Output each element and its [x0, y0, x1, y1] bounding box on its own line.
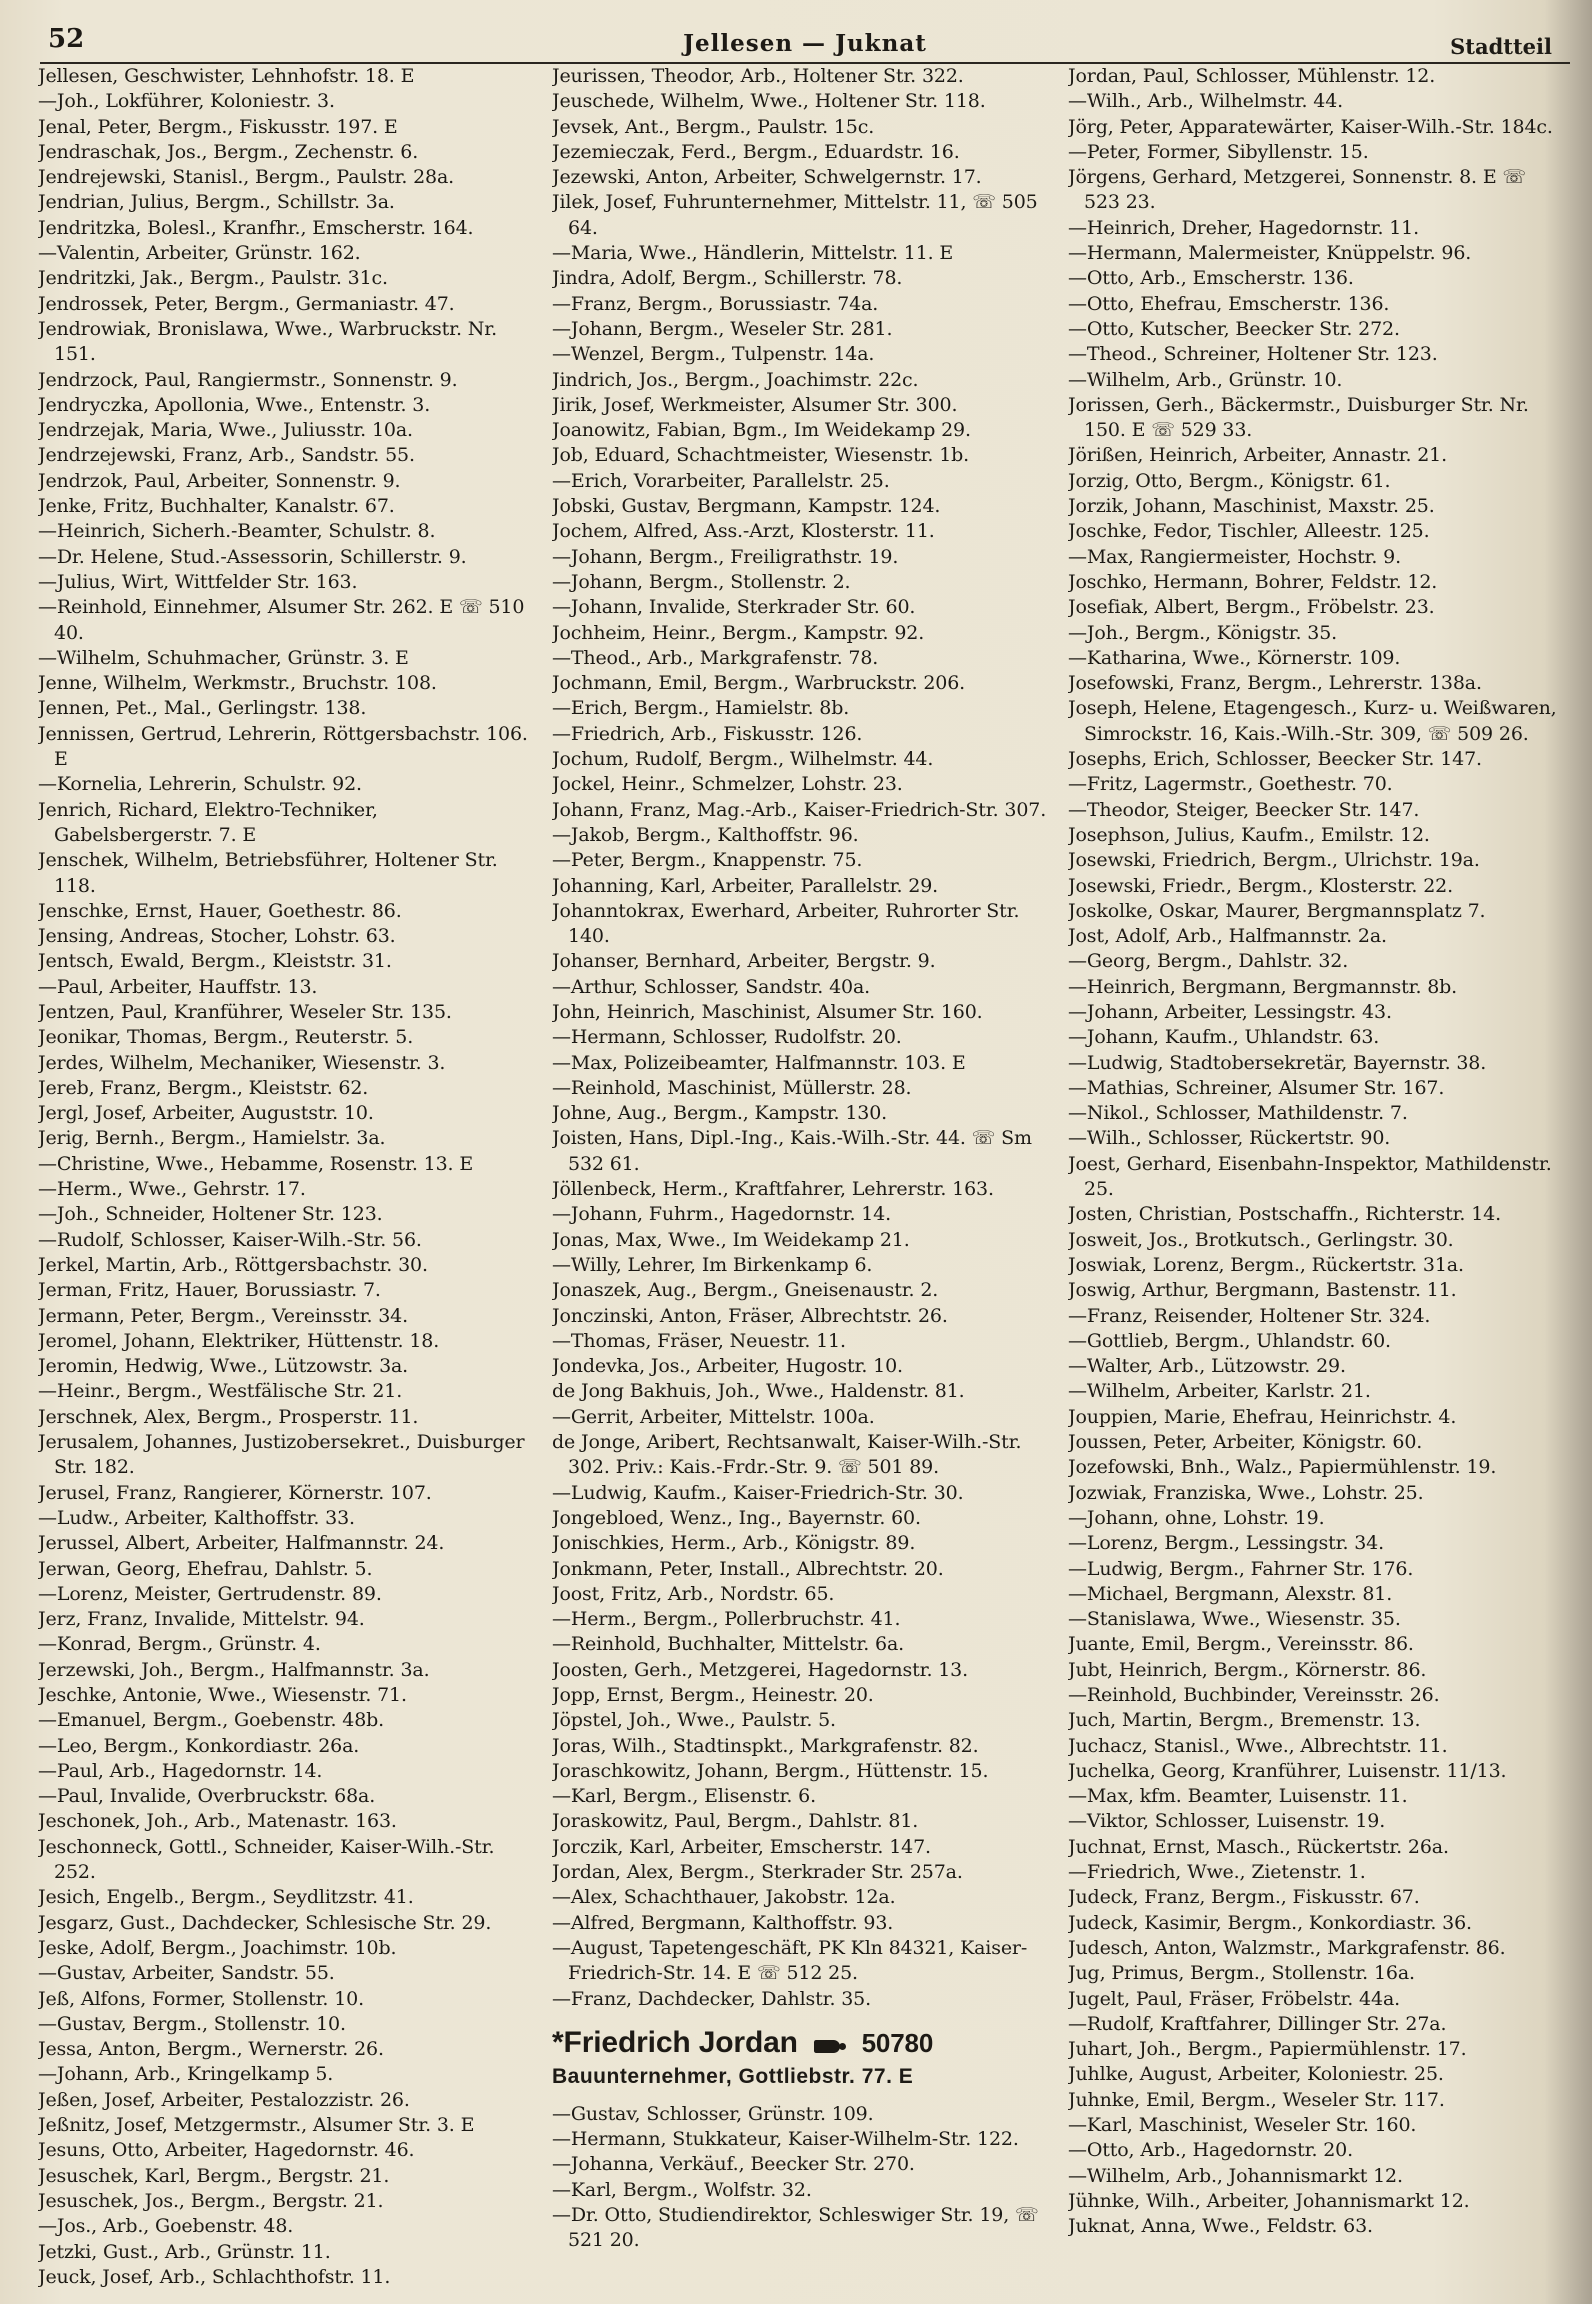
directory-entry: —Max, Polizeibeamter, Halfmannstr. 103. E — [552, 1051, 966, 1074]
directory-entry: Joosten, Gerh., Metzgerei, Hagedornstr. 13. — [552, 1658, 968, 1681]
directory-entry: Jug, Primus, Bergm., Stollenstr. 16a. — [1068, 1962, 1415, 1985]
directory-entry: Juhart, Joh., Bergm., Papiermühlenstr. 17. — [1068, 2038, 1467, 2061]
directory-entry: —Johann, Bergm., Stollenstr. 2. — [552, 570, 851, 593]
directory-entry: Jensing, Andreas, Stocher, Lohstr. 63. — [38, 925, 396, 948]
directory-entry: Jeromel, Johann, Elektriker, Hüttenstr. 18. — [38, 1329, 440, 1352]
directory-entry: Josewski, Friedr., Bergm., Klosterstr. 22. — [1068, 874, 1453, 897]
directory-entry: Joskolke, Oskar, Maurer, Bergmannsplatz 7. — [1068, 899, 1486, 922]
directory-entry: —Joh., Lokführer, Koloniestr. 3. — [38, 90, 335, 113]
directory-entry: —Friedrich, Wwe., Zietenstr. 1. — [1068, 1861, 1366, 1884]
directory-entry: Joost, Fritz, Arb., Nordstr. 65. — [552, 1582, 835, 1605]
directory-entry: Jorzik, Johann, Maschinist, Maxstr. 25. — [1068, 495, 1435, 518]
directory-entry: Jenke, Fritz, Buchhalter, Kanalstr. 67. — [38, 495, 395, 518]
directory-entry: —Gottlieb, Bergm., Uhlandstr. 60. — [1068, 1329, 1391, 1352]
directory-entry: Jorissen, Gerh., Bäckermstr., Duisburger Str. Nr. 150. E ☏ 529 33. — [1068, 393, 1529, 442]
page-number: 52 — [48, 24, 85, 54]
directory-entry: —Erich, Vorarbeiter, Parallelstr. 25. — [552, 469, 890, 492]
directory-entry: Jochem, Alfred, Ass.-Arzt, Klosterstr. 11. — [552, 520, 935, 543]
directory-entry: —Otto, Ehefrau, Emscherstr. 136. — [1068, 292, 1390, 315]
directory-entry: —Wilh., Arb., Wilhelmstr. 44. — [1068, 90, 1344, 113]
directory-entry: Jonaszek, Aug., Bergm., Gneisenaustr. 2. — [552, 1279, 939, 1302]
directory-entry: —Lorenz, Bergm., Lessingstr. 34. — [1068, 1532, 1385, 1555]
directory-entry: —Erich, Bergm., Hamielstr. 8b. — [552, 697, 850, 720]
directory-entry: —Reinhold, Einnehmer, Alsumer Str. 262. E ☏ 510 40. — [38, 596, 525, 644]
directory-entry: Jindra, Adolf, Bergm., Schillerstr. 78. — [552, 267, 903, 290]
directory-entry: Jochheim, Heinr., Bergm., Kampstr. 92. — [552, 621, 925, 644]
directory-entry: —Stanislawa, Wwe., Wiesenstr. 35. — [1068, 1608, 1401, 1631]
directory-entry: Josewski, Friedrich, Bergm., Ulrichstr. 19a. — [1068, 849, 1480, 872]
directory-entry: Jindrich, Jos., Bergm., Joachimstr. 22c. — [552, 368, 919, 391]
directory-entry: Judeck, Kasimir, Bergm., Konkordiastr. 36. — [1068, 1911, 1472, 1934]
directory-entry: —Michael, Bergmann, Alexstr. 81. — [1068, 1582, 1393, 1605]
directory-entry: —Georg, Bergm., Dahlstr. 32. — [1068, 950, 1349, 973]
directory-entry: Jenschke, Ernst, Hauer, Goethestr. 86. — [38, 899, 402, 922]
directory-entry: Jozefowski, Bnh., Walz., Papiermühlenstr. 19. — [1068, 1456, 1497, 1479]
directory-entry: —Thomas, Fräser, Neuestr. 11. — [552, 1329, 846, 1352]
directory-entry: Jouppien, Marie, Ehefrau, Heinrichstr. 4. — [1068, 1405, 1457, 1428]
page-header — [40, 22, 1570, 64]
directory-entry: Jendrzejewski, Franz, Arb., Sandstr. 55. — [38, 444, 415, 467]
directory-entry: —Maria, Wwe., Händlerin, Mittelstr. 11. E — [552, 242, 954, 265]
directory-entry: Joseph, Helene, Etagengesch., Kurz- u. Weißwaren, Simrockstr. 16, Kais.-Wilh.-Str. 309, ☏ 509 26. — [1068, 697, 1557, 745]
directory-entry: Jerkel, Martin, Arb., Röttgersbachstr. 30. — [38, 1253, 428, 1276]
directory-entry: —Christine, Wwe., Hebamme, Rosenstr. 13. E — [38, 1152, 474, 1175]
directory-entry: —Theodor, Steiger, Beecker Str. 147. — [1068, 798, 1420, 821]
directory-entry: Jörg, Peter, Apparatewärter, Kaiser-Wilh.-Str. 184c. — [1068, 115, 1553, 138]
directory-entry: —Herm., Bergm., Pollerbruchstr. 41. — [552, 1608, 901, 1631]
directory-entry: —Wilhelm, Arbeiter, Karlstr. 21. — [1068, 1380, 1371, 1403]
directory-entry: Jordan, Paul, Schlosser, Mühlenstr. 12. — [1068, 65, 1436, 87]
directory-entry: Jöpstel, Joh., Wwe., Paulstr. 5. — [552, 1709, 836, 1732]
directory-entry: —Theod., Schreiner, Holtener Str. 123. — [1068, 343, 1438, 366]
directory-entry: —Franz, Reisender, Holtener Str. 324. — [1068, 1304, 1431, 1327]
directory-entry: Jenal, Peter, Bergm., Fiskusstr. 197. E — [38, 115, 398, 138]
directory-entry: Jennen, Pet., Mal., Gerlingstr. 138. — [38, 697, 367, 720]
directory-entry: —Reinhold, Buchhalter, Mittelstr. 6a. — [552, 1633, 905, 1656]
directory-entry: Judesch, Anton, Walzmstr., Markgrafenstr. 86. — [1068, 1936, 1506, 1959]
directory-entry: Jorzig, Otto, Bergm., Königstr. 61. — [1068, 469, 1391, 492]
directory-entry: Joswiak, Lorenz, Bergm., Rückertstr. 31a. — [1068, 1253, 1464, 1276]
directory-entry: —Fritz, Lagermstr., Goethestr. 70. — [1068, 773, 1393, 796]
directory-entry: Jochmann, Emil, Bergm., Warbruckstr. 206. — [552, 672, 966, 695]
directory-entry: Juch, Martin, Bergm., Bremenstr. 13. — [1068, 1709, 1421, 1732]
directory-entry: Juchelka, Georg, Kranführer, Luisenstr. 11/13. — [1068, 1759, 1507, 1782]
directory-entry: —Max, kfm. Beamter, Luisenstr. 11. — [1068, 1785, 1408, 1808]
directory-entry: Joisten, Hans, Dipl.-Ing., Kais.-Wilh.-Str. 44. ☏ Sm 532 61. — [552, 1127, 1032, 1175]
directory-entry: Jopp, Ernst, Bergm., Heinestr. 20. — [552, 1684, 874, 1706]
directory-entry: —Rudolf, Schlosser, Kaiser-Wilh.-Str. 56. — [38, 1228, 422, 1251]
directory-entry: —Peter, Bergm., Knappenstr. 75. — [552, 849, 863, 872]
directory-entry: —Kornelia, Lehrerin, Schulstr. 92. — [38, 773, 362, 796]
directory-entry: Josephson, Julius, Kaufm., Emilstr. 12. — [1068, 823, 1430, 846]
directory-entry: —Karl, Maschinist, Weseler Str. 160. — [1068, 2114, 1417, 2137]
directory-entry: —Gustav, Schlosser, Grünstr. 109. — [552, 2102, 874, 2125]
directory-entry: Jöllenbeck, Herm., Kraftfahrer, Lehrerstr. 163. — [552, 1178, 994, 1201]
section-label: Stadtteil — [1450, 34, 1552, 59]
directory-entry: Jesuschek, Jos., Bergm., Bergstr. 21. — [38, 2189, 384, 2212]
directory-entry: —Wilhelm, Schuhmacher, Grünstr. 3. E — [38, 646, 409, 669]
directory-entry: Jerman, Fritz, Hauer, Borussiastr. 7. — [38, 1279, 381, 1302]
page-title: Jellesen — Juknat — [683, 30, 927, 57]
directory-entry: —Katharina, Wwe., Körnerstr. 109. — [1068, 646, 1401, 669]
column-2-entries-bottom — [552, 2102, 1056, 2254]
directory-entry: Jordan, Alex, Bergm., Sterkrader Str. 257a. — [552, 1861, 963, 1884]
directory-entry: Jesuns, Otto, Arbeiter, Hagedornstr. 46. — [38, 2139, 415, 2162]
directory-entry: Jendritzka, Bolesl., Kranfhr., Emscherstr. 164. — [38, 216, 474, 239]
directory-entry: Josefowski, Franz, Bergm., Lehrerstr. 138a. — [1068, 672, 1482, 695]
directory-entry: Jerusel, Franz, Rangierer, Körnerstr. 107. — [38, 1481, 432, 1504]
directory-entry: Jendrzock, Paul, Rangiermstr., Sonnenstr. 9. — [38, 368, 458, 391]
directory-entry: Juhnke, Emil, Bergm., Weseler Str. 117. — [1068, 2088, 1445, 2111]
ad-phone: 50780 — [861, 2027, 934, 2058]
directory-entry: Jörißen, Heinrich, Arbeiter, Annastr. 21. — [1068, 444, 1447, 467]
directory-entry: Jendrian, Julius, Bergm., Schillstr. 3a. — [38, 191, 395, 214]
directory-entry: Jermann, Peter, Bergm., Vereinsstr. 34. — [38, 1304, 408, 1327]
directory-entry: —Leo, Bergm., Konkordiastr. 26a. — [38, 1734, 360, 1757]
directory-entry: Jerusalem, Johannes, Justizobersekret., Duisburger Str. 182. — [38, 1431, 525, 1479]
directory-entry: Jonischkies, Herm., Arb., Königstr. 89. — [552, 1532, 916, 1555]
directory-entry: —Joh., Bergm., Königstr. 35. — [1068, 621, 1338, 644]
directory-entry: Jesuschek, Karl, Bergm., Bergstr. 21. — [38, 2164, 390, 2187]
directory-entry: —Paul, Arb., Hagedornstr. 14. — [38, 1759, 323, 1782]
directory-entry: Jerschnek, Alex, Bergm., Prosperstr. 11. — [38, 1405, 419, 1428]
directory-entry: Jilek, Josef, Fuhrunternehmer, Mittelstr. 11, ☏ 505 64. — [552, 191, 1038, 239]
directory-entry: Jereb, Franz, Bergm., Kleiststr. 62. — [38, 1076, 369, 1099]
directory-entry: —Julius, Wirt, Wittfelder Str. 163. — [38, 570, 358, 593]
column-3 — [1068, 64, 1566, 2292]
directory-entry: Jongebloed, Wenz., Ing., Bayernstr. 60. — [552, 1506, 921, 1529]
directory-entry: Jevsek, Ant., Bergm., Paulstr. 15c. — [552, 115, 875, 138]
directory-entry: —Emanuel, Bergm., Goebenstr. 48b. — [38, 1709, 385, 1732]
directory-entry: —Johann, Invalide, Sterkrader Str. 60. — [552, 596, 916, 619]
directory-entry: —Heinrich, Bergmann, Bergmannstr. 8b. — [1068, 975, 1458, 998]
directory-entry: Jeßen, Josef, Arbeiter, Pestalozzistr. 26. — [38, 2088, 410, 2111]
advertisement — [552, 2024, 1056, 2092]
directory-entry: Jonczinski, Anton, Fräser, Albrechtstr. 26. — [552, 1304, 948, 1327]
directory-entry: —Johann, Arb., Kringelkamp 5. — [38, 2063, 334, 2086]
directory-entry: Jendrejewski, Stanisl., Bergm., Paulstr. 28a. — [38, 166, 455, 189]
directory-entry: Jentzen, Paul, Kranführer, Weseler Str. 135. — [38, 1000, 452, 1023]
directory-entry: —Hermann, Schlosser, Rudolfstr. 20. — [552, 1026, 902, 1049]
directory-entry: —Wilhelm, Arb., Grünstr. 10. — [1068, 368, 1343, 391]
directory-entry: —Herm., Wwe., Gehrstr. 17. — [38, 1178, 306, 1201]
directory-entry: —Jakob, Bergm., Kalthoffstr. 96. — [552, 823, 859, 846]
directory-entry: Jezewski, Anton, Arbeiter, Schwelgernstr. 17. — [552, 166, 982, 189]
directory-entry: —Alex, Schachthauer, Jakobstr. 12a. — [552, 1886, 896, 1909]
directory-entry: Jendryczka, Apollonia, Wwe., Entenstr. 3. — [38, 393, 431, 416]
directory-entry: —Gustav, Arbeiter, Sandstr. 55. — [38, 1962, 335, 1985]
directory-entry: Jost, Adolf, Arb., Halfmannstr. 2a. — [1068, 925, 1387, 948]
directory-entry: —Franz, Bergm., Borussiastr. 74a. — [552, 292, 879, 315]
directory-entry: Joswig, Arthur, Bergmann, Bastenstr. 11. — [1068, 1279, 1457, 1302]
directory-entry: Jerig, Bernh., Bergm., Hamielstr. 3a. — [38, 1127, 386, 1150]
directory-entry: Jessa, Anton, Bergm., Wernerstr. 26. — [38, 2038, 384, 2061]
directory-entry: —Johann, Fuhrm., Hagedornstr. 14. — [552, 1203, 891, 1226]
directory-entry: de Jong Bakhuis, Joh., Wwe., Haldenstr. 81. — [552, 1380, 965, 1403]
directory-entry: Josephs, Erich, Schlosser, Beecker Str. 147. — [1068, 748, 1482, 771]
directory-entry: Jerz, Franz, Invalide, Mittelstr. 94. — [38, 1608, 365, 1631]
directory-entry: Jonas, Max, Wwe., Im Weidekamp 21. — [552, 1228, 910, 1251]
directory-entry: —August, Tapetengeschäft, PK Kln 84321, Kaiser-Friedrich-Str. 14. E ☏ 512 25. — [552, 1936, 1028, 1985]
telephone-icon — [814, 2040, 840, 2053]
directory-entry: —Wilhelm, Arb., Johannismarkt 12. — [1068, 2164, 1403, 2187]
directory-entry: Jergl, Josef, Arbeiter, Auguststr. 10. — [38, 1102, 374, 1125]
directory-entry: Jeschonneck, Gottl., Schneider, Kaiser-Wilh.-Str. 252. — [38, 1835, 495, 1884]
column-2 — [552, 64, 1056, 2292]
directory-entry: —Johann, ohne, Lohstr. 19. — [1068, 1506, 1325, 1529]
directory-entry: —Arthur, Schlosser, Sandstr. 40a. — [552, 975, 871, 998]
directory-entry: —Franz, Dachdecker, Dahlstr. 35. — [552, 1987, 871, 2010]
directory-entry: —Paul, Arbeiter, Hauffstr. 13. — [38, 975, 318, 998]
directory-entry: —Reinhold, Buchbinder, Vereinsstr. 26. — [1068, 1684, 1440, 1706]
directory-entry: Jenne, Wilhelm, Werkmstr., Bruchstr. 108. — [38, 672, 437, 695]
directory-entry: Jendraschak, Jos., Bergm., Zechenstr. 6. — [38, 140, 419, 163]
directory-entry: —Peter, Former, Sibyllenstr. 15. — [1068, 140, 1369, 163]
directory-entry: Jeßnitz, Josef, Metzgermstr., Alsumer Str. 3. E — [38, 2114, 475, 2137]
directory-entry: Joschko, Hermann, Bohrer, Feldstr. 12. — [1068, 570, 1438, 593]
directory-entry: Joanowitz, Fabian, Bgm., Im Weidekamp 29. — [552, 419, 971, 442]
directory-entry: —Johann, Bergm., Weseler Str. 281. — [552, 317, 893, 340]
directory-entry: Joschke, Fedor, Tischler, Alleestr. 125. — [1068, 520, 1430, 543]
directory-entry: Josweit, Jos., Brotkutsch., Gerlingstr. 30. — [1068, 1228, 1454, 1251]
directory-entry: de Jonge, Aribert, Rechtsanwalt, Kaiser-Wilh.-Str. 302. Priv.: Kais.-Frdr.-Str. 9. ☏ 501 89. — [552, 1431, 1022, 1479]
directory-entry: Jendrowiak, Bronislawa, Wwe., Warbruckstr. Nr. 151. — [38, 317, 497, 366]
directory-entry: —Konrad, Bergm., Grünstr. 4. — [38, 1633, 321, 1656]
directory-entry: Jühnke, Wilh., Arbeiter, Johannismarkt 12. — [1068, 2189, 1470, 2212]
directory-entry: Jörgens, Gerhard, Metzgerei, Sonnenstr. 8. E ☏ 523 23. — [1068, 166, 1527, 214]
directory-entry: —Nikol., Schlosser, Mathildenstr. 7. — [1068, 1102, 1408, 1125]
directory-entry: Jenrich, Richard, Elektro-Techniker, Gabelsbergerstr. 7. E — [38, 798, 378, 846]
directory-entry: Jentsch, Ewald, Bergm., Kleiststr. 31. — [38, 950, 392, 973]
directory-entry: —Dr. Helene, Stud.-Assessorin, Schillerstr. 9. — [38, 545, 467, 568]
directory-entry: Joraskowitz, Paul, Bergm., Dahlstr. 81. — [552, 1810, 919, 1833]
directory-entry: Judeck, Franz, Bergm., Fiskusstr. 67. — [1068, 1886, 1420, 1909]
directory-entry: Jesich, Engelb., Bergm., Seydlitzstr. 41. — [38, 1886, 414, 1909]
directory-entry: —Rudolf, Kraftfahrer, Dillinger Str. 27a. — [1068, 2012, 1447, 2035]
directory-entry: —Theod., Arb., Markgrafenstr. 78. — [552, 646, 879, 669]
directory-entry: Jezemieczak, Ferd., Bergm., Eduardstr. 16. — [552, 140, 960, 163]
directory-entry: Joraschkowitz, Johann, Bergm., Hüttenstr. 15. — [552, 1759, 989, 1782]
directory-entry: Johanser, Bernhard, Arbeiter, Bergstr. 9. — [552, 950, 936, 973]
directory-entry: —Mathias, Schreiner, Alsumer Str. 167. — [1068, 1076, 1445, 1099]
directory-entry: —Johanna, Verkäuf., Beecker Str. 270. — [552, 2153, 915, 2176]
ad-name: *Friedrich Jordan — [552, 2025, 798, 2059]
directory-entry: —Willy, Lehrer, Im Birkenkamp 6. — [552, 1253, 873, 1276]
directory-entry: Juante, Emil, Bergm., Vereinsstr. 86. — [1068, 1633, 1414, 1656]
directory-entry: —Viktor, Schlosser, Luisenstr. 19. — [1068, 1810, 1386, 1833]
column-2-entries-top — [552, 64, 1056, 2012]
directory-entry: Jellesen, Geschwister, Lehnhofstr. 18. E — [38, 65, 415, 87]
directory-entry: Juchacz, Stanisl., Wwe., Albrechtstr. 11. — [1068, 1734, 1448, 1757]
directory-entry: Jeschonek, Joh., Arb., Matenastr. 163. — [38, 1810, 397, 1833]
directory-entry: Jennissen, Gertrud, Lehrerin, Röttgersbachstr. 106. E — [38, 722, 528, 771]
directory-entry: —Paul, Invalide, Overbruckstr. 68a. — [38, 1785, 376, 1808]
directory-entry: Jetzki, Gust., Arb., Grünstr. 11. — [38, 2240, 331, 2263]
directory-entry: —Otto, Kutscher, Beecker Str. 272. — [1068, 317, 1400, 340]
directory-entry: —Joh., Schneider, Holtener Str. 123. — [38, 1203, 383, 1226]
directory-entry: —Lorenz, Meister, Gertrudenstr. 89. — [38, 1582, 382, 1605]
directory-entry: Jerwan, Georg, Ehefrau, Dahlstr. 5. — [38, 1557, 373, 1580]
directory-entry: Jerzewski, Joh., Bergm., Halfmannstr. 3a. — [38, 1658, 430, 1681]
directory-entry: Jeuck, Josef, Arb., Schlachthofstr. 11. — [38, 2265, 391, 2288]
directory-entry: Jeurissen, Theodor, Arb., Holtener Str. 322. — [552, 65, 964, 87]
directory-entry: Jendrzok, Paul, Arbeiter, Sonnenstr. 9. — [38, 469, 401, 492]
directory-entry: —Ludwig, Stadtobersekretär, Bayernstr. 38. — [1068, 1051, 1487, 1074]
directory-entry: —Heinrich, Dreher, Hagedornstr. 11. — [1068, 216, 1420, 239]
directory-entry: Jeromin, Hedwig, Wwe., Lützowstr. 3a. — [38, 1355, 409, 1378]
directory-entry: Johann, Franz, Mag.-Arb., Kaiser-Friedrich-Str. 307. — [552, 798, 1047, 821]
directory-entry: —Wenzel, Bergm., Tulpenstr. 14a. — [552, 343, 875, 366]
directory-entry: Jeschke, Antonie, Wwe., Wiesenstr. 71. — [38, 1684, 407, 1706]
directory-entry: Jesgarz, Gust., Dachdecker, Schlesische Str. 29. — [38, 1911, 492, 1934]
directory-entry: Jonkmann, Peter, Install., Albrechtstr. 20. — [552, 1557, 944, 1580]
directory-entry: Jeonikar, Thomas, Bergm., Reuterstr. 5. — [38, 1026, 414, 1049]
directory-entry: Jorczik, Karl, Arbeiter, Emscherstr. 147. — [552, 1835, 931, 1858]
directory-entry: Joest, Gerhard, Eisenbahn-Inspektor, Mathildenstr. 25. — [1068, 1152, 1552, 1201]
directory-entry: Jendrossek, Peter, Bergm., Germaniastr. 47. — [38, 292, 455, 315]
directory-entry: Jozwiak, Franziska, Wwe., Lohstr. 25. — [1068, 1481, 1424, 1504]
directory-entry: Jendritzki, Jak., Bergm., Paulstr. 31c. — [38, 267, 388, 290]
directory-entry: —Reinhold, Maschinist, Müllerstr. 28. — [552, 1076, 912, 1099]
directory-entry: —Hermann, Malermeister, Knüppelstr. 96. — [1068, 242, 1472, 265]
directory-entry: Jondevka, Jos., Arbeiter, Hugostr. 10. — [552, 1355, 903, 1378]
directory-entry: Joussen, Peter, Arbeiter, Königstr. 60. — [1068, 1431, 1423, 1454]
directory-entry: Joras, Wilh., Stadtinspkt., Markgrafenstr. 82. — [552, 1734, 979, 1757]
directory-entry: —Walter, Arb., Lützowstr. 29. — [1068, 1355, 1346, 1378]
directory-entry: —Johann, Arbeiter, Lessingstr. 43. — [1068, 1000, 1392, 1023]
directory-entry: —Karl, Bergm., Elisenstr. 6. — [552, 1785, 816, 1808]
directory-entry: Jerdes, Wilhelm, Mechaniker, Wiesenstr. 3. — [38, 1051, 446, 1074]
directory-entry: Jeuschede, Wilhelm, Wwe., Holtener Str. 118. — [552, 90, 986, 113]
directory-entry: Jirik, Josef, Werkmeister, Alsumer Str. 300. — [552, 393, 958, 416]
directory-entry: Jenschek, Wilhelm, Betriebsführer, Holtener Str. 118. — [38, 849, 498, 897]
directory-entry: —Jos., Arb., Goebenstr. 48. — [38, 2215, 294, 2238]
directory-entry: —Valentin, Arbeiter, Grünstr. 162. — [38, 242, 361, 265]
directory-entry: Johanning, Karl, Arbeiter, Parallelstr. 29. — [552, 874, 939, 897]
directory-entry: —Ludwig, Bergm., Fahrner Str. 176. — [1068, 1557, 1414, 1580]
directory-entry: Job, Eduard, Schachtmeister, Wiesenstr. 1b. — [552, 444, 970, 467]
directory-entry: —Ludwig, Kaufm., Kaiser-Friedrich-Str. 30. — [552, 1481, 964, 1504]
directory-entry: Jockel, Heinr., Schmelzer, Lohstr. 23. — [552, 773, 903, 796]
directory-entry: Josten, Christian, Postschaffn., Richterstr. 14. — [1068, 1203, 1501, 1226]
directory-entry: Jerussel, Albert, Arbeiter, Halfmannstr. 24. — [38, 1532, 445, 1555]
directory-entry: Juknat, Anna, Wwe., Feldstr. 63. — [1068, 2215, 1373, 2238]
directory-entry: —Heinr., Bergm., Westfälische Str. 21. — [38, 1380, 403, 1403]
directory-entry: —Otto, Arb., Emscherstr. 136. — [1068, 267, 1354, 290]
directory-entry: —Gerrit, Arbeiter, Mittelstr. 100a. — [552, 1405, 875, 1428]
directory-entry: —Gustav, Bergm., Stollenstr. 10. — [38, 2012, 346, 2035]
directory-entry: Jeß, Alfons, Former, Stollenstr. 10. — [38, 1987, 364, 2010]
directory-entry: —Max, Rangiermeister, Hochstr. 9. — [1068, 545, 1402, 568]
directory-entry: Juchnat, Ernst, Masch., Rückertstr. 26a. — [1068, 1835, 1449, 1858]
directory-entry: —Friedrich, Arb., Fiskusstr. 126. — [552, 722, 863, 745]
directory-entry: —Karl, Bergm., Wolfstr. 32. — [552, 2178, 812, 2201]
directory-entry: —Heinrich, Sicherh.-Beamter, Schulstr. 8. — [38, 520, 436, 543]
directory-entry: John, Heinrich, Maschinist, Alsumer Str. 160. — [552, 1000, 983, 1023]
directory-entry: —Alfred, Bergmann, Kalthoffstr. 93. — [552, 1911, 894, 1934]
directory-entry: Jugelt, Paul, Fräser, Fröbelstr. 44a. — [1068, 1987, 1401, 2010]
directory-entry: —Wilh., Schlosser, Rückertstr. 90. — [1068, 1127, 1391, 1150]
directory-entry: —Hermann, Stukkateur, Kaiser-Wilhelm-Str. 122. — [552, 2128, 1019, 2151]
ad-text: Bauunternehmer, Gottliebstr. 77. E — [552, 2064, 914, 2088]
directory-entry: —Johann, Bergm., Freiligrathstr. 19. — [552, 545, 899, 568]
directory-entry: Josefiak, Albert, Bergm., Fröbelstr. 23. — [1068, 596, 1435, 619]
directory-entry: —Dr. Otto, Studiendirektor, Schleswiger Str. 19, ☏ 521 20. — [552, 2204, 1039, 2252]
directory-entry: Jobski, Gustav, Bergmann, Kampstr. 124. — [552, 495, 941, 518]
directory-entry: Juhlke, August, Arbeiter, Koloniestr. 25. — [1068, 2063, 1444, 2086]
directory-entry: Jubt, Heinrich, Bergm., Körnerstr. 86. — [1068, 1658, 1427, 1681]
directory-entry: Jeske, Adolf, Bergm., Joachimstr. 10b. — [38, 1936, 397, 1959]
directory-entry: —Johann, Kaufm., Uhlandstr. 63. — [1068, 1026, 1380, 1049]
directory-entry: Jendrzejak, Maria, Wwe., Juliusstr. 10a. — [38, 419, 413, 442]
directory-entry: Johne, Aug., Bergm., Kampstr. 130. — [552, 1102, 888, 1125]
directory-entry: —Ludw., Arbeiter, Kalthoffstr. 33. — [38, 1506, 355, 1529]
directory-entry: Jochum, Rudolf, Bergm., Wilhelmstr. 44. — [552, 748, 934, 771]
directory-entry: —Otto, Arb., Hagedornstr. 20. — [1068, 2139, 1354, 2162]
directory-entry: Johanntokrax, Ewerhard, Arbeiter, Ruhrorter Str. 140. — [552, 899, 1020, 948]
column-1 — [38, 64, 532, 2292]
